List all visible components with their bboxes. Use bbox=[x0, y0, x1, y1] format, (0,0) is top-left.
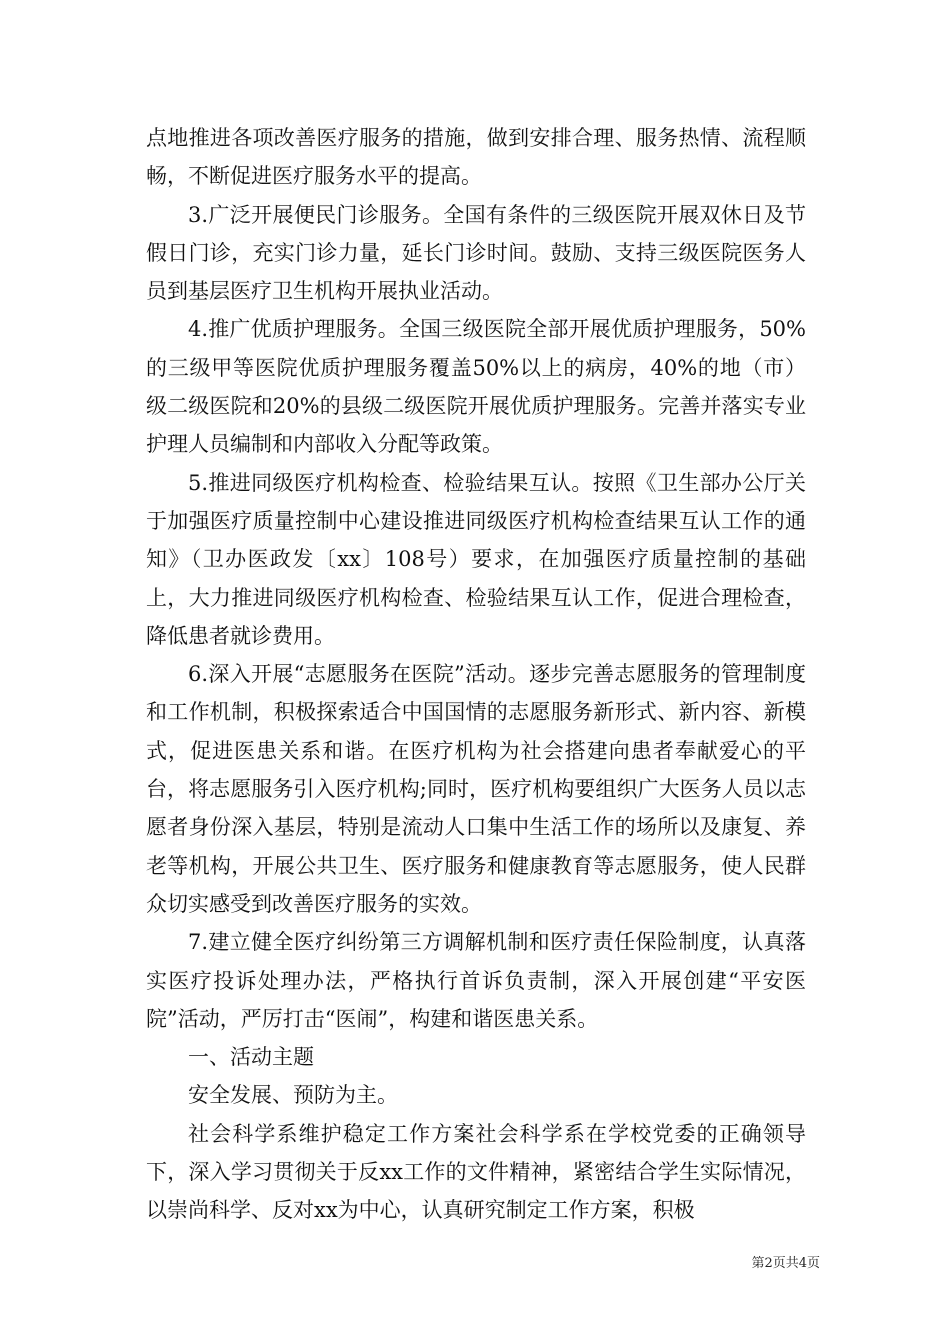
paragraph-2: 3.广泛开展便民门诊服务。全国有条件的三级医院开展双休日及节假日门诊，充实门诊力量，延长门诊时间。鼓励、支持三级医院医务人员到基层医疗卫生机构开展执业活动。 bbox=[146, 202, 806, 304]
paragraph-3: 4.推广优质护理服务。全国三级医院全部开展优质护理服务，50%的三级甲等医院优质护理服务覆盖50%以上的病房，40%的地（市）级二级医院和20%的县级二级医院开展优质护理服务。完善并落实专业护理人员编制和内部收入分配等政策。 bbox=[146, 317, 806, 457]
paragraph-1: 点地推进各项改善医疗服务的措施，做到安排合理、服务热情、流程顺畅，不断促进医疗服务水平的提高。 bbox=[146, 126, 806, 189]
section-heading: 一、活动主题 bbox=[188, 1045, 314, 1070]
theme-statement: 安全发展、预防为主。 bbox=[188, 1083, 398, 1108]
paragraph-6: 7.建立健全医疗纠纷第三方调解机制和医疗责任保险制度，认真落实医疗投诉处理办法，严格执行首诉负责制，深入开展创建“平安医院”活动，严厉打击“医闹”，构建和谐医患关系。 bbox=[146, 930, 806, 1031]
page-number: 第2页共4页 bbox=[751, 1256, 820, 1271]
document-body bbox=[146, 119, 806, 1230]
paragraph-5: 6.深入开展“志愿服务在医院”活动。逐步完善志愿服务的管理制度和工作机制，积极探索适合中国国情的志愿服务新形式、新内容、新模式，促进医患关系和谐。在医疗机构为社会搭建向患者奉献爱心的平台，将志愿服务引入医疗机构;同时，医疗机构要组织广大医务人员以志愿者身份深入基层，特别是流动人口集中生活工作的场所以及康复、养老等机构，开展公共卫生、医疗服务和健康教育等志愿服务，使人民群众切实感受到改善医疗服务的实效。 bbox=[146, 662, 806, 916]
paragraph-9: 社会科学系维护稳定工作方案社会科学系在学校党委的正确领导下，深入学习贯彻关于反xx工作的文件精神，紧密结合学生实际情况，以崇尚科学、反对xx为中心，认真研究制定工作方案，积极 bbox=[146, 1121, 806, 1223]
paragraph-4: 5.推进同级医疗机构检查、检验结果互认。按照《卫生部办公厅关于加强医疗质量控制中心建设推进同级医疗机构检查结果互认工作的通知》（卫办医政发〔xx〕108号）要求，在加强医疗质量控制的基础上，大力推进同级医疗机构检查、检验结果互认工作，促进合理检查，降低患者就诊费用。 bbox=[146, 470, 806, 648]
